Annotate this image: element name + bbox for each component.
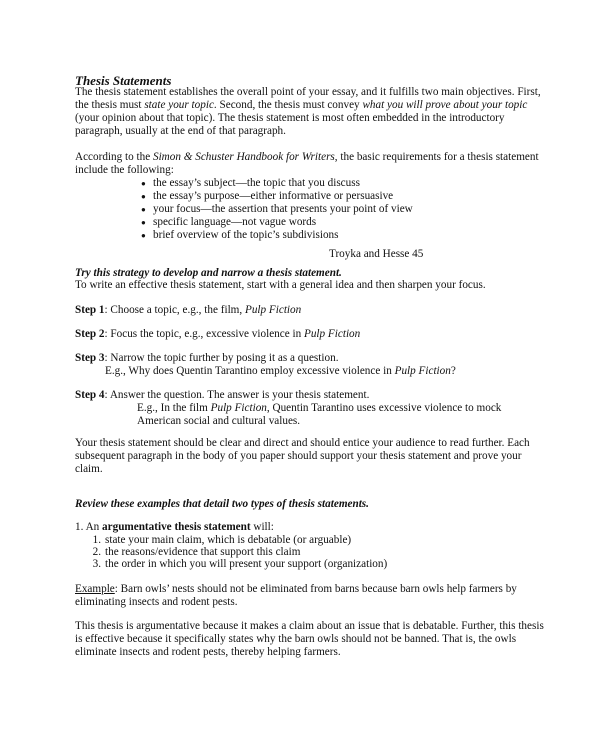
requirement-item: specific language—not vague words	[153, 216, 317, 228]
step-3-example: E.g., Why does Quentin Tarantino employ excessive violence in Pulp Fiction?	[105, 365, 456, 377]
citation: Troyka and Hesse 45	[329, 248, 424, 260]
analysis-line-1: This thesis is argumentative because it makes a claim about an issue that is debatable. Further, this thesis	[75, 620, 544, 632]
conclusion-line-2: subsequent paragraph in the body of you paper should support your thesis statement and prove your	[75, 450, 522, 462]
list-number: 1.	[92, 534, 101, 546]
argumentative-item: the order in which you will present your support (organization)	[105, 558, 388, 570]
strategy-intro: To write an effective thesis statement, start with a general idea and then sharpen your focus.	[75, 279, 486, 291]
strategy-heading: Try this strategy to develop and narrow a thesis statement.	[75, 267, 342, 279]
requirement-item: the essay’s purpose—either informative or persuasive	[153, 190, 394, 202]
step-3: Step 3: Narrow the topic further by posing it as a question.	[75, 352, 339, 364]
analysis-line-2: is effective because it specifically states why the barn owls should not be banned. That is, the owls	[75, 633, 517, 645]
analysis-line-3: eliminate insects and rodent pests, thereby helping farmers.	[75, 646, 341, 658]
list-number: 3.	[92, 558, 101, 570]
list-number: 2.	[92, 546, 101, 558]
step-4-example-line-1: E.g., In the film Pulp Fiction, Quentin Tarantino uses excessive violence to mock	[137, 402, 502, 414]
argumentative-item: the reasons/evidence that support this claim	[105, 546, 301, 558]
requirement-item: brief overview of the topic’s subdivisions	[153, 229, 339, 241]
step-4-example-line-2: American social and cultural values.	[137, 415, 301, 427]
page-title: Thesis Statements	[75, 73, 172, 88]
intro-line-3: (your opinion about that topic). The thesis statement is most often embedded in the introductory	[75, 112, 505, 124]
handbook-line-1: According to the Simon & Schuster Handbook for Writers, the basic requirements for a thesis statement	[75, 151, 539, 163]
requirement-item: the essay’s subject—the topic that you discuss	[153, 177, 360, 189]
bullet-icon: ●	[141, 205, 146, 214]
example-line-2: eliminating insects and rodent pests.	[75, 596, 238, 608]
argumentative-item: state your main claim, which is debatable (or arguable)	[105, 534, 352, 546]
conclusion-line-3: claim.	[75, 463, 103, 475]
argumentative-intro: 1. An argumentative thesis statement will:	[75, 521, 274, 533]
intro-line-4: paragraph, usually at the end of that paragraph.	[75, 125, 286, 137]
conclusion-line-1: Your thesis statement should be clear and direct and should entice your audience to read further. Each	[75, 437, 530, 449]
step-4: Step 4: Answer the question. The answer is your thesis statement.	[75, 389, 370, 401]
intro-line-1: The thesis statement establishes the overall point of your essay, and it fulfills two main objectives. First,	[75, 86, 541, 98]
example-label: Example	[75, 583, 115, 595]
handbook-line-2: include the following:	[75, 164, 174, 176]
bullet-icon: ●	[141, 218, 146, 227]
examples-heading: Review these examples that detail two types of thesis statements.	[75, 498, 369, 510]
example-line-1: Example: Barn owls’ nests should not be eliminated from barns because barn owls help farmers by	[75, 583, 517, 595]
step-2: Step 2: Focus the topic, e.g., excessive violence in Pulp Fiction	[75, 328, 361, 340]
bullet-icon: ●	[141, 231, 146, 240]
bullet-icon: ●	[141, 179, 146, 188]
intro-line-2: the thesis must state your topic. Second, the thesis must convey what you will prove about your topic	[75, 99, 528, 111]
requirement-item: your focus—the assertion that presents your point of view	[153, 203, 413, 215]
bullet-icon: ●	[141, 192, 146, 201]
step-1: Step 1: Choose a topic, e.g., the film, Pulp Fiction	[75, 304, 302, 316]
